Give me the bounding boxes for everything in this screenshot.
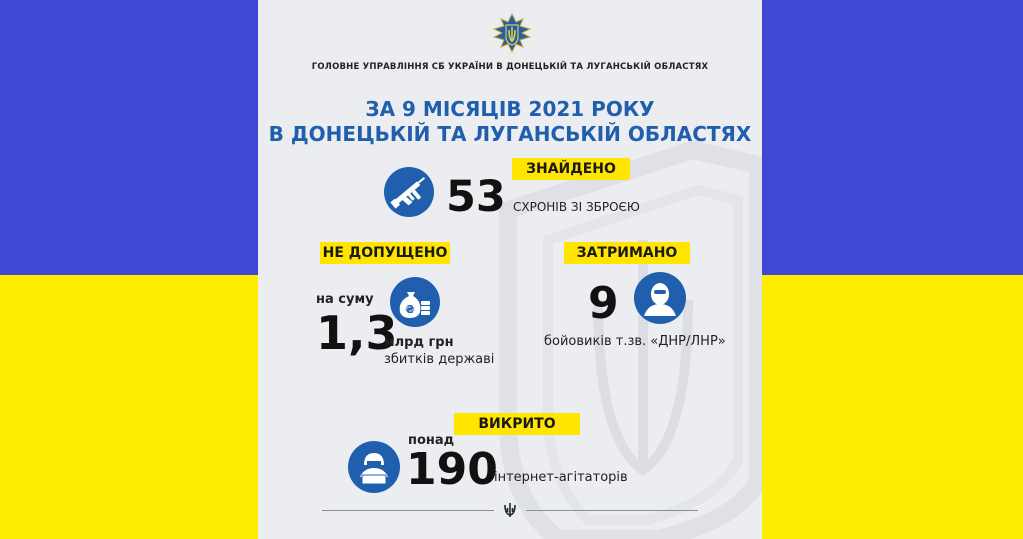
prevented-value: 1,3 [316,306,398,360]
exposed-value: 190 [406,444,498,495]
money-bag-icon [390,277,440,327]
badge-exposed: ВИКРИТО [454,413,580,435]
shield-watermark [258,0,762,539]
hacker-icon [348,441,400,493]
prevented-prefix: на суму [316,292,374,307]
badge-prevented: НЕ ДОПУЩЕНО [320,242,450,264]
exposed-prefix: понад [408,433,455,448]
footer-divider-left [322,510,494,511]
badge-found: ЗНАЙДЕНО [512,158,630,180]
organization-header: ГОЛОВНЕ УПРАВЛІННЯ СБ УКРАЇНИ В ДОНЕЦЬКІЙ ТА ЛУГАНСЬКІЙ ОБЛАСТЯХ [311,62,709,72]
svg-text:₴: ₴ [405,303,415,316]
detained-caption: бойовиків т.зв. «ДНР/ЛНР» [544,334,726,349]
found-caption: СХРОНІВ ЗІ ЗБРОЄЮ [513,200,640,214]
sbu-emblem-icon [492,13,532,53]
infographic-card [258,0,762,539]
prevented-caption: збитків державі [384,352,495,367]
exposed-caption: інтернет-агітаторів [494,470,628,485]
trident-icon [504,503,516,517]
title-line-2: В ДОНЕЦЬКІЙ ТА ЛУГАНСЬКІЙ ОБЛАСТЯХ [268,122,752,146]
footer-divider-right [526,510,698,511]
detained-value: 9 [588,278,619,329]
masked-fighter-icon [634,272,686,324]
badge-detained: ЗАТРИМАНО [564,242,690,264]
prevented-unit: млрд грн [384,335,454,350]
found-value: 53 [446,172,506,222]
title-line-1: ЗА 9 МІСЯЦІВ 2021 РОКУ [365,97,655,121]
rifle-icon [384,167,434,217]
